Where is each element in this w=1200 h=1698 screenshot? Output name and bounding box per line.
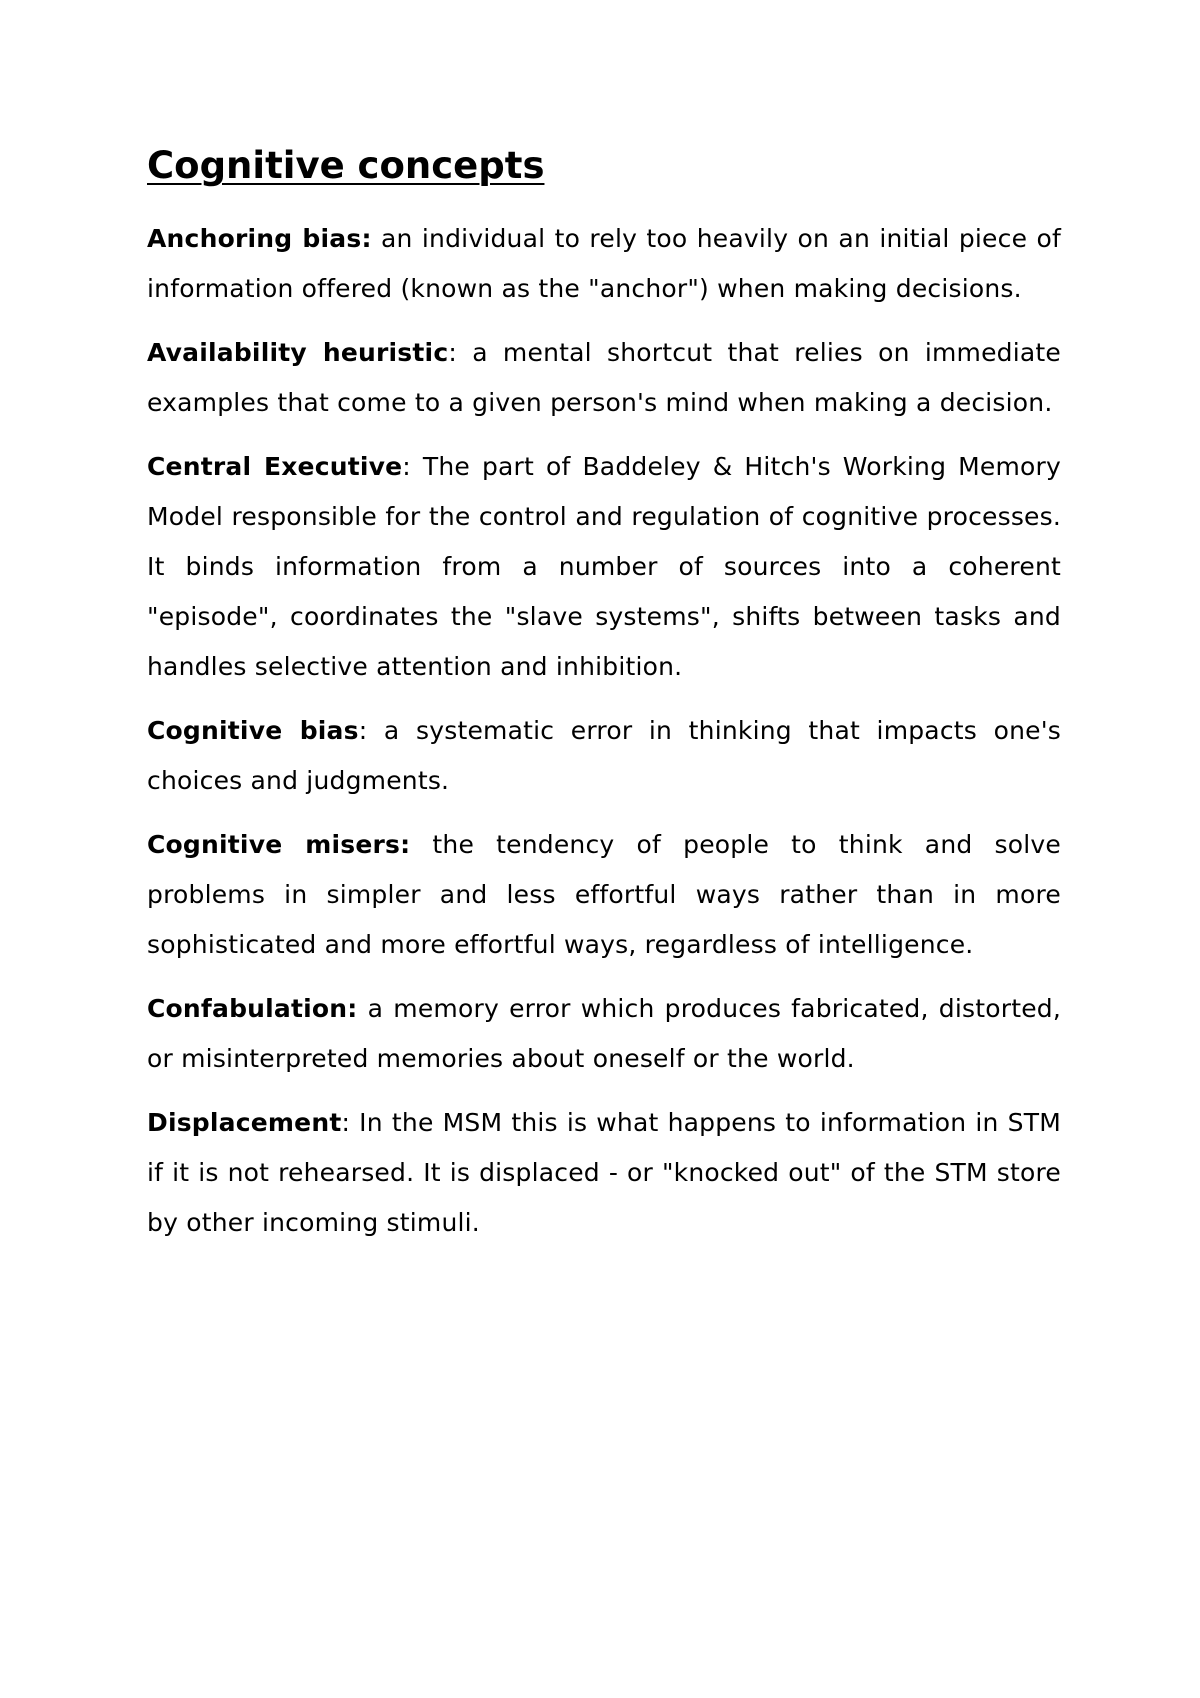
glossary-entry-confabulation: [147, 984, 1061, 1084]
glossary-term: Central Executive: [147, 452, 403, 481]
page-title: Cognitive concepts: [147, 144, 545, 187]
glossary-definition: The part of Baddeley & Hitch's Working Memory Model responsible for the control and regulation of cognitive processes. It binds information from a number of sources into a coherent "episode", coordinates the "slave systems", shifts between tasks and handles selective attention and inhibition.: [147, 452, 1061, 681]
term-separator: :: [402, 452, 411, 481]
glossary-term: Anchoring bias:: [147, 224, 372, 253]
glossary-entry-central-executive: [147, 442, 1061, 692]
term-separator: :: [341, 1108, 351, 1137]
glossary-term: Confabulation:: [147, 994, 358, 1023]
glossary-definition: an individual to rely too heavily on an initial piece of information offered (known as the "anchor") when making decisions.: [147, 224, 1061, 303]
term-separator: :: [448, 338, 457, 367]
glossary-definition: a memory error which produces fabricated, distorted, or misinterpreted memories about oneself or the world.: [147, 994, 1061, 1073]
glossary-definition: a systematic error in thinking that impacts one's choices and judgments.: [147, 716, 1061, 795]
glossary-term: Cognitive misers:: [147, 830, 411, 859]
glossary-term: Displacement: [147, 1108, 342, 1137]
glossary-entry-displacement: [147, 1098, 1061, 1248]
glossary-definition: the tendency of people to think and solve problems in simpler and less effortful ways rather than in more sophisticated and more effortful ways, regardless of intelligence.: [147, 830, 1061, 959]
glossary-entry-anchoring-bias: [147, 214, 1061, 314]
term-separator: :: [358, 716, 368, 745]
glossary-entry-availability-heuristic: [147, 328, 1061, 428]
glossary-term: Availability heuristic: [147, 338, 449, 367]
document-content: [147, 138, 1061, 1262]
glossary-entry-cognitive-bias: [147, 706, 1061, 806]
glossary-entry-cognitive-misers: [147, 820, 1061, 970]
glossary-definition: a mental shortcut that relies on immediate examples that come to a given person's mind when making a decision.: [147, 338, 1062, 417]
glossary-definition: In the MSM this is what happens to information in STM if it is not rehearsed. It is displaced - or "knocked out" of the STM store by other incoming stimuli.: [147, 1108, 1061, 1237]
glossary-term: Cognitive bias: [147, 716, 359, 745]
